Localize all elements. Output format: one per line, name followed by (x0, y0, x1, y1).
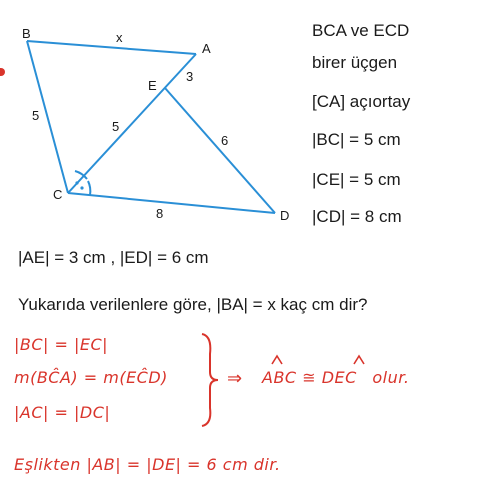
solution-line-2: m(BĈA) = m(EĈD) (14, 368, 168, 387)
segment-ED (165, 88, 275, 213)
point-label-B: B (22, 26, 31, 41)
given-line-4: |BC| = 5 cm (312, 130, 401, 149)
geometry-diagram (0, 0, 487, 240)
final-answer: Eşlikten |AB| = |DE| = 6 cm dir. (14, 455, 281, 474)
angle-hats (262, 352, 382, 366)
triangle-DEC: DEC (321, 368, 357, 387)
label-CE-5: 5 (112, 119, 120, 134)
triangle-ABC: ABC (262, 368, 297, 387)
angle-arc-ECD (88, 181, 90, 195)
label-BA-x: x (116, 30, 123, 45)
point-label-E: E (148, 78, 157, 93)
extra-given: |AE| = 3 cm , |ED| = 6 cm (18, 248, 209, 267)
label-CD-8: 8 (156, 206, 164, 221)
result-statement (262, 368, 409, 387)
segment-BA (27, 41, 196, 54)
given-line-5: |CE| = 5 cm (312, 170, 401, 189)
given-line-3: [CA] açıortay (312, 92, 411, 111)
angle-mark-2 (80, 186, 83, 189)
label-AE-3: 3 (186, 69, 194, 84)
solution-line-3: |AC| = |DC| (14, 403, 111, 422)
given-line-2: birer üçgen (312, 53, 398, 72)
point-label-D: D (280, 208, 290, 223)
given-line-1: BCA ve ECD (312, 21, 410, 40)
solution-line-1: |BC| = |EC| (14, 335, 109, 354)
angle-mark-1 (75, 181, 78, 184)
point-label-A: A (202, 41, 211, 56)
segment-CD (68, 193, 275, 213)
result-suffix: olur. (372, 368, 410, 387)
congruent-symbol: ≅ (302, 368, 317, 387)
label-ED-6: 6 (221, 133, 229, 148)
given-line-6: |CD| = 8 cm (312, 207, 402, 226)
implies-arrow: ⇒ (227, 368, 243, 389)
segment-CA (68, 54, 196, 193)
question-text: Yukarıda verilenlere göre, |BA| = x kaç cm dir? (18, 295, 368, 314)
label-BC-5: 5 (32, 108, 40, 123)
point-label-C: C (53, 187, 63, 202)
curly-brace (196, 330, 226, 430)
